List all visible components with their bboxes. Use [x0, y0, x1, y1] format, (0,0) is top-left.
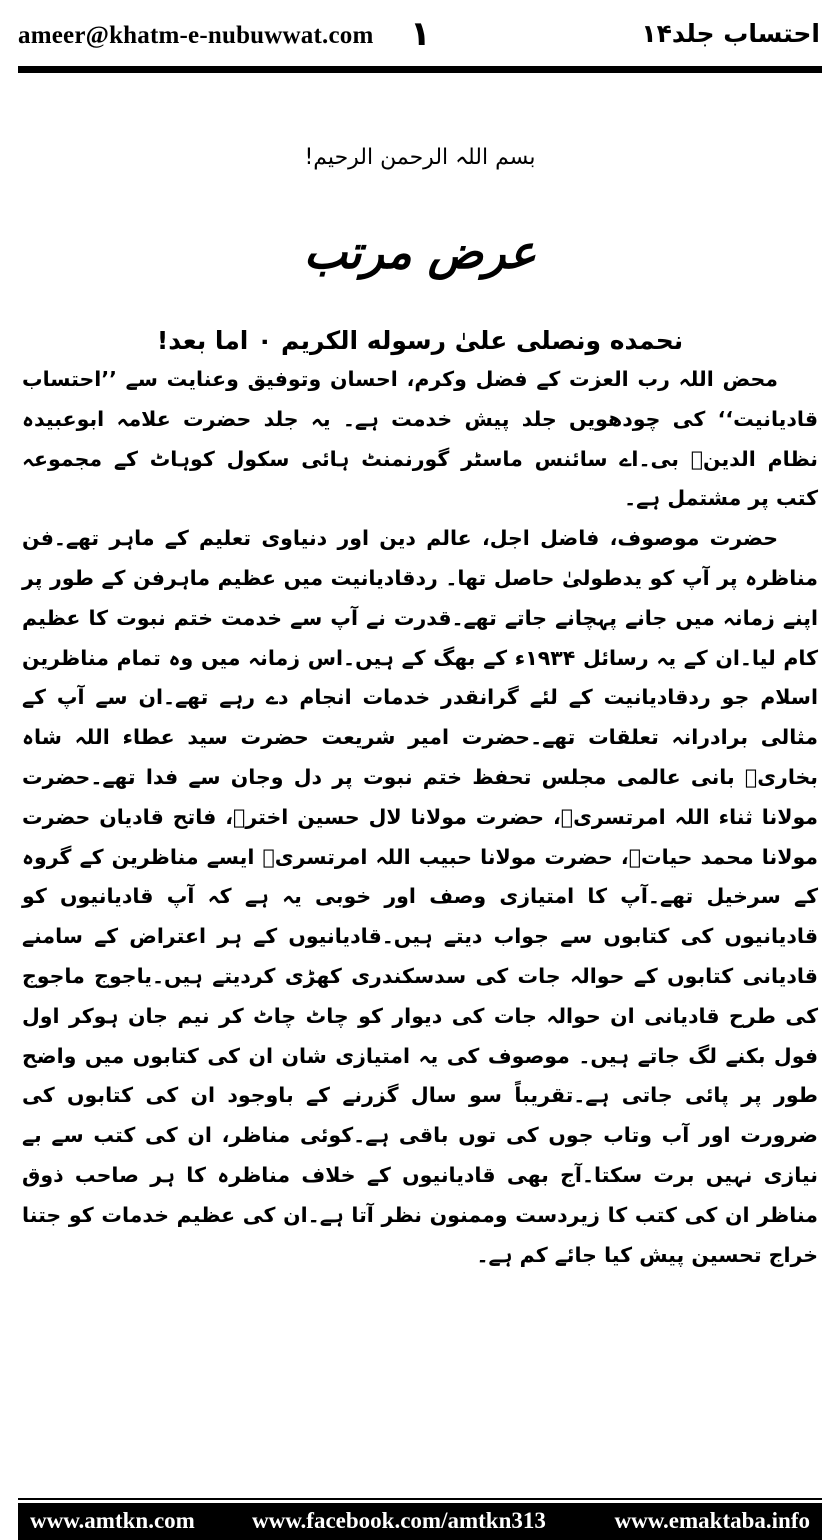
- page-header: [0, 0, 840, 66]
- body-text: [22, 360, 818, 1275]
- book-title: احتساب جلد۱۴: [641, 19, 820, 48]
- header-rule: [18, 66, 822, 73]
- footer-link-emaktaba[interactable]: www.emaktaba.info: [614, 1508, 810, 1533]
- footer-link-amtkn[interactable]: www.amtkn.com: [30, 1508, 195, 1533]
- footer-link-facebook[interactable]: www.facebook.com/amtkn313: [252, 1508, 546, 1533]
- paragraph: حضرت موصوف، فاضل اجل، عالم دین اور دنیاوی تعلیم کے ماہر تھے۔فن مناظرہ پر آپ کو یدطولیٰ حاصل تھا۔ ردقادیانیت میں عظیم ماہرفن کے طور پر اپنے زمانہ میں جانے پہچانے جاتے تھے۔قدرت نے آپ سے خدمت ختم نبوت کا عظیم کام لیا۔ان کے یہ رسائل ۱۹۳۴ء کے بھگ کے ہیں۔اس زمانہ میں وہ تمام مناظرین اسلام جو ردقادیانیت کے لئے گرانقدر خدمات انجام دے رہے تھے۔ان سے آپ کے مثالی برادرانہ تعلقات تھے۔حضرت امیر شریعت حضرت سید عطاء اللہ شاہ بخاریؒ بانی عالمی مجلس تحفظ ختم نبوت پر دل وجان سے فدا تھے۔حضرت مولانا ثناء اللہ امرتسریؒ، حضرت مولانا لال حسین اخترؒ، فاتح قادیان حضرت مولانا محمد حیاتؒ، حضرت مولانا حبیب اللہ امرتسریؒ ایسے مناظرین کے گروہ کے سرخیل تھے۔آپ کا امتیازی وصف اور خوبی یہ ہے کہ آپ قادیانیوں کو قادیانیوں کی کتابوں سے جواب دیتے ہیں۔قادیانیوں کے ہر اعتراض کے سامنے قادیانی کتابوں کے حوالہ جات کی سدسکندری کھڑی کردیتے ہیں۔یاجوج ماجوج کی طرح قادیانی ان حوالہ جات کی دیوار کو چاٹ چاٹ کر نیم جان ہوکر اول فول بکنے لگ جاتے ہیں۔ موصوف کی یہ امتیازی شان ان کی کتابوں میں واضح طور پر پائی جاتی ہے۔تقریباً سو سال گزرنے کے باوجود ان کی کتابوں کی ضرورت اور آب وتاب جوں کی توں باقی ہے۔کوئی مناظر، ان کی کتب سے بے نیازی نہیں برت سکتا۔آج بھی قادیانیوں کے خلاف مناظرہ کا ہر صاحب ذوق مناظر ان کی کتب کا زیردست وممنون نظر آتا ہے۔ان کی عظیم خدمات کو جتنا خراج تحسین پیش کیا جائے کم ہے۔: [22, 526, 818, 1267]
- salutation: نحمده ونصلی علیٰ رسوله الكريم ۰ اما بعد!: [156, 326, 684, 355]
- page-title: عرض مرتب: [303, 225, 537, 279]
- page-number: ۱: [410, 14, 431, 54]
- footer-bar: [18, 1503, 822, 1540]
- bismillah: بسم اللہ الرحمن الرحیم!: [304, 145, 536, 170]
- footer-rule: [18, 1498, 822, 1500]
- paragraph: محض اللہ رب العزت کے فضل وکرم، احسان وتوفیق وعنایت سے ’’احتساب قادیانیت‘‘ کی چودھویں جلد پیش خدمت ہے۔ یہ جلد حضرت علامہ ابوعبیدہ نظام الدینؒ بی۔اے سائنس ماسٹر گورنمنٹ ہائی سکول کوہاٹ کے مجموعہ کتب پر مشتمل ہے۔: [22, 367, 818, 511]
- header-email: ameer@khatm-e-nubuwwat.com: [18, 22, 374, 49]
